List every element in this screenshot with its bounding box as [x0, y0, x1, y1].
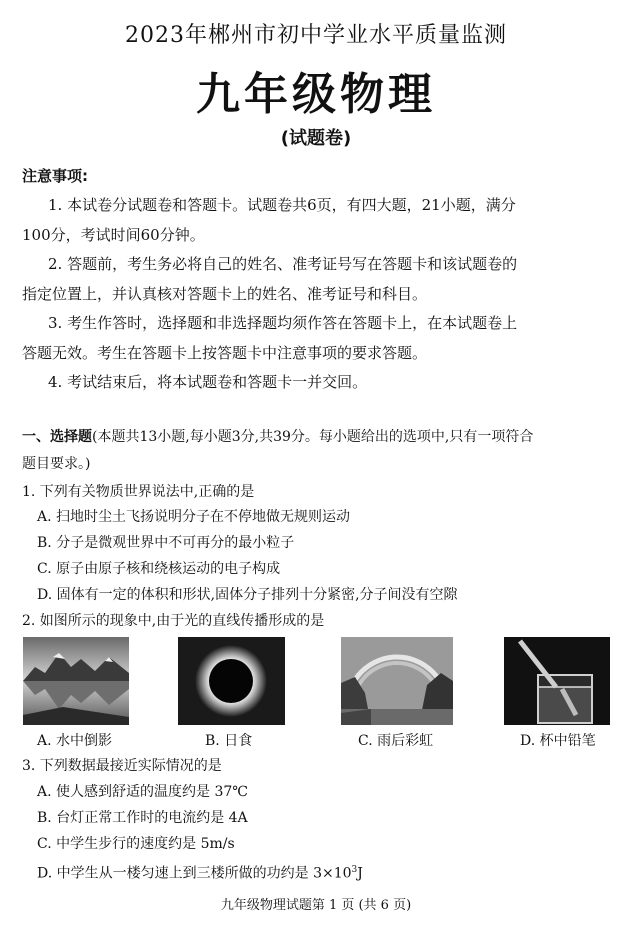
- notice-item-1-cont: 100分，考试时间60分钟。: [22, 226, 205, 244]
- exam-title: 九年级物理: [196, 69, 436, 120]
- q2-option-d: D. 杯中铅笔: [520, 733, 596, 749]
- q2-stem: 2. 如图所示的现象中,由于光的直线传播形成的是: [22, 613, 325, 629]
- q1-option-a: A. 扫地时尘土飞扬说明分子在不停地做无规则运动: [37, 509, 351, 525]
- q2-option-c: C. 雨后彩虹: [358, 733, 434, 749]
- section-1-instructions-cont: 题目要求。): [22, 456, 91, 472]
- photo-solar-eclipse: [178, 637, 285, 725]
- section-1-intro: [22, 427, 533, 447]
- q2-option-a: A. 水中倒影: [37, 733, 113, 749]
- q3-option-d-unit: J: [357, 865, 363, 882]
- photo-pencil-in-glass: [504, 637, 610, 725]
- q1-option-b: B. 分子是微观世界中不可再分的最小粒子: [37, 535, 295, 551]
- q3-option-d-text: D. 中学生从一楼匀速上到三楼所做的功约是 3×10: [37, 865, 352, 882]
- section-1-instructions: (本题共13小题,每小题3分,共39分。每小题给出的选项中,只有一项符合: [92, 429, 534, 445]
- q3-option-d: [37, 860, 363, 884]
- notice-item-1: 1. 本试卷分试题卷和答题卡。试题卷共6页，有四大题，21小题，满分: [48, 196, 516, 214]
- photo-water-reflection: [23, 637, 129, 725]
- exam-subtitle: 2023年郴州市初中学业水平质量监测: [125, 23, 507, 48]
- q2-option-b: B. 日食: [205, 733, 253, 749]
- notice-item-2: 2. 答题前，考生务必将自己的姓名、准考证号写在答题卡和该试题卷的: [48, 255, 518, 273]
- q3-option-b: B. 台灯正常工作时的电流约是 4A: [37, 810, 248, 826]
- q3-option-c: C. 中学生步行的速度约是 5m/s: [37, 836, 235, 852]
- page-footer: 九年级物理试题第 1 页 (共 6 页): [220, 898, 412, 913]
- q3-option-a: A. 使人感到舒适的温度约是 37℃: [37, 784, 248, 800]
- photo-rainbow: [341, 637, 453, 725]
- notice-item-3: 3. 考生作答时，选择题和非选择题均须作答在答题卡上，在本试题卷上: [48, 314, 518, 332]
- q3-option-d-exponent: 3: [351, 865, 358, 875]
- notice-item-3-cont: 答题无效。考生在答题卡上按答题卡中注意事项的要求答题。: [22, 344, 428, 362]
- q3-stem: 3. 下列数据最接近实际情况的是: [22, 758, 222, 774]
- notice-item-4: 4. 考试结束后，将本试题卷和答题卡一并交回。: [48, 373, 368, 391]
- notice-heading: 注意事项:: [22, 167, 88, 185]
- q1-stem: 1. 下列有关物质世界说法中,正确的是: [22, 484, 255, 500]
- section-1-heading: 一、选择题: [22, 429, 92, 445]
- paper-type: (试题卷): [280, 128, 352, 149]
- notice-item-2-cont: 指定位置上，并认真核对答题卡上的姓名、准考证号和科目。: [22, 285, 428, 303]
- q1-option-c: C. 原子由原子核和绕核运动的电子构成: [37, 561, 281, 577]
- q1-option-d: D. 固体有一定的体积和形状,固体分子排列十分紧密,分子间没有空隙: [37, 587, 458, 603]
